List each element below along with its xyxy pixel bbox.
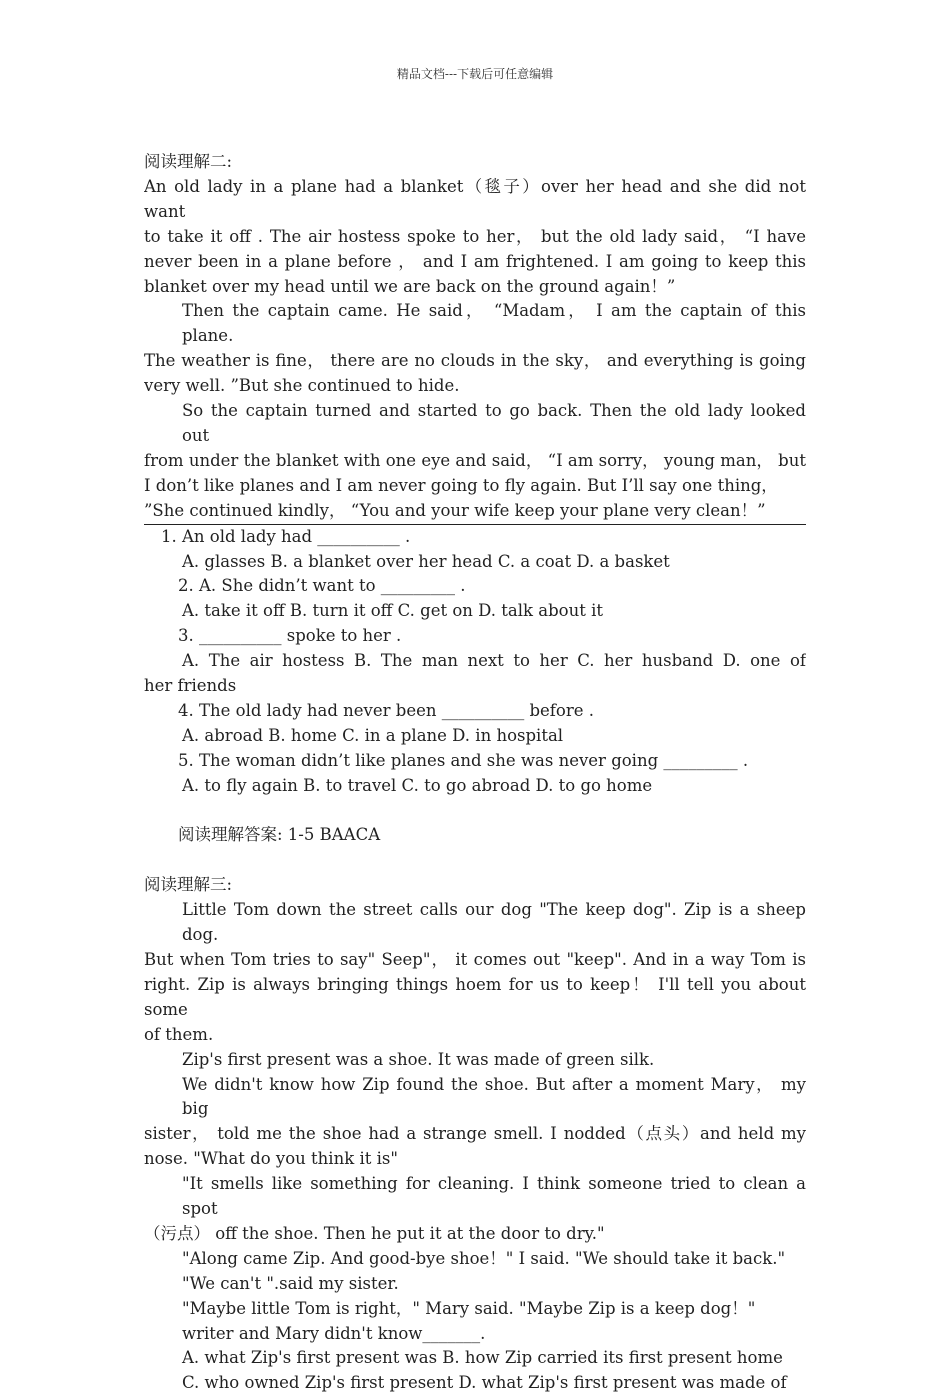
question-options: her friends: [144, 676, 237, 696]
passage3-line: "Maybe little Tom is right，" Mary said. "Maybe Zip is a keep dog！": [182, 1298, 756, 1318]
answer-key: 阅读理解答案: 1-5 BAACA: [178, 825, 381, 845]
passage2-line: blanket over my head until we are back on the ground again！”: [144, 276, 676, 296]
passage2-line: Then the captain came. He said， “Madam， I am the captain of this plane.: [182, 301, 806, 346]
passage3-line: Little Tom down the street calls our dog "The keep dog". Zip is a sheep dog.: [182, 900, 806, 945]
passage3-line: （污点） off the shoe. Then he put it at the door to dry.": [144, 1223, 605, 1243]
passage2-line: I don’t like planes and I am never going to fly again. But I’ll say one thing，: [144, 475, 778, 495]
question-stem: 1. An old lady had __________ .: [161, 526, 411, 546]
page-header: 精品文档---下载后可任意编辑: [396, 67, 554, 81]
passage3-line: sister， told me the shoe had a strange smell. I nodded（点头）and held my: [144, 1124, 806, 1144]
passage3-line: "We can't ".said my sister.: [182, 1273, 399, 1293]
question-options: C. who owned Zip's first present D. what Zip's first present was made of: [182, 1373, 787, 1393]
question-options: A. The air hostess B. The man next to her C. her husband D. one of: [182, 651, 806, 671]
passage3-line: "It smells like something for cleaning. I think someone tried to clean a spot: [182, 1174, 806, 1219]
question-options: A. glasses B. a blanket over her head C. a coat D. a basket: [182, 551, 670, 571]
passage2-line: to take it off . The air hostess spoke to her， but the old lady said， “I have: [144, 226, 806, 246]
passage2-line: So the captain turned and started to go back. Then the old lady looked out: [182, 401, 806, 445]
passage2-line: The weather is fine， there are no clouds in the sky， and everything is going: [144, 351, 806, 371]
passage3-line: "Along came Zip. And good-bye shoe！" I said. "We should take it back.": [182, 1248, 786, 1268]
passage2-line: very well. ”But she continued to hide.: [144, 376, 460, 396]
passage3-heading: 阅读理解三:: [144, 875, 233, 895]
question-stem: 3. __________ spoke to her .: [178, 626, 402, 646]
question-options: A. take it off B. turn it off C. get on D. talk about it: [182, 601, 604, 621]
passage2-line: An old lady in a plane had a blanket（毯子）over her head and she did not want: [144, 176, 806, 221]
passage2-heading: 阅读理解二:: [144, 152, 233, 171]
passage2-line: ”She continued kindly， “You and your wife keep your plane very clean！”: [144, 499, 806, 525]
document-body: [144, 150, 806, 1396]
passage3-line: of them.: [144, 1024, 214, 1044]
passage3-line: But when Tom tries to say" Seep"， it comes out "keep". And in a way Tom is: [144, 949, 806, 969]
passage3-line: right. Zip is always bringing things hoem for us to keep！ I'll tell you about some: [144, 974, 806, 1019]
question-stem: writer and Mary didn't know_______.: [182, 1323, 486, 1343]
passage2-line: from under the blanket with one eye and said， “I am sorry， young man， but: [144, 450, 806, 470]
passage2-line: never been in a plane before ， and I am frightened. I am going to keep this: [144, 251, 806, 271]
passage3-line: Zip's first present was a shoe. It was made of green silk.: [182, 1049, 655, 1069]
question-options: A. what Zip's first present was B. how Zip carried its first present home: [182, 1348, 783, 1368]
passage3-line: nose. "What do you think it is": [144, 1149, 398, 1169]
question-stem: 4. The old lady had never been __________ before .: [178, 700, 594, 720]
question-stem: 2. A. She didn’t want to _________ .: [178, 576, 466, 596]
question-options: A. abroad B. home C. in a plane D. in hospital: [182, 725, 564, 745]
passage3-line: We didn't know how Zip found the shoe. But after a moment Mary， my big: [182, 1074, 806, 1119]
question-stem: 5. The woman didn’t like planes and she was never going _________ .: [178, 750, 749, 770]
question-options: A. to fly again B. to travel C. to go abroad D. to go home: [182, 775, 653, 795]
